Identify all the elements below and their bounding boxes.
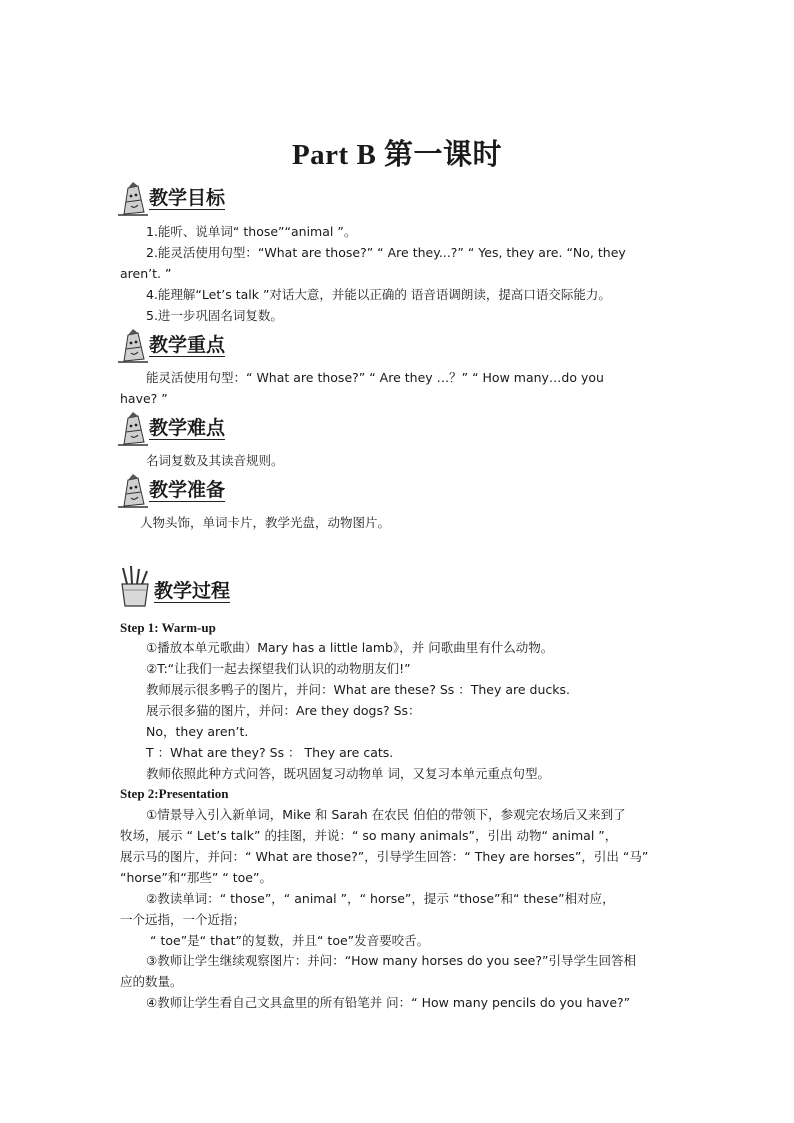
goal-line: aren’t. ” <box>120 266 172 281</box>
step-line: ①情景导入引入新单词，Mike 和 Sarah 在农民 伯伯的带领下，参观完农场后又来到了 <box>146 807 626 822</box>
step-line: “ toe”是“ that”的复数，并且“ toe”发音要咬舌。 <box>150 933 430 948</box>
step-line: T ：What are they? Ss ： They are cats. <box>146 745 394 760</box>
goal-line: 2.能灵活使用句型：“What are those?” “ Are they...?” “ Yes, they are. “No, they <box>146 245 626 260</box>
difficult-line: 名词复数及其读音规则。 <box>146 453 284 468</box>
step-heading: Step 1: Warm-up <box>120 620 216 635</box>
pencil-icon <box>118 474 150 508</box>
step-heading: Step 2:Presentation <box>120 786 229 801</box>
step-line: ①播放本单元歌曲）Mary has a little lamb》，并 问歌曲里有什么动物。 <box>146 640 554 655</box>
step-line: ④教师让学生看自己文具盒里的所有铅笔并 问：“ How many pencils do you have?” <box>146 995 631 1010</box>
step-line: 应的数量。 <box>120 974 183 989</box>
pencil-icon <box>118 329 150 363</box>
step-line: “horse”和“那些” “ toe”。 <box>120 870 272 885</box>
key-line: 能灵活使用句型：“ What are those?” “ Are they …？” “ How many…do you <box>146 370 604 385</box>
section-heading: 教学目标 <box>149 187 226 209</box>
step-line: 展示很多猫的图片，并问：Are they dogs? Ss： <box>146 703 421 718</box>
step-line: 一个远指，一个近指； <box>120 912 246 927</box>
step-line: ②T:“让我们一起去探望我们认识的动物朋友们!” <box>146 661 411 676</box>
goal-line: 5.进一步巩固名词复数。 <box>146 308 283 323</box>
step-line: 牧场，展示 “ Let’s talk” 的挂图，并说：“ so many animals”，引出 动物“ animal ”， <box>120 828 618 843</box>
prep-line: 人物头饰，单词卡片，教学光盘，动物图片。 <box>140 515 391 530</box>
pencil-icon <box>118 412 150 446</box>
step-line: No，they aren’t. <box>146 724 249 739</box>
step-line: 展示马的图片，并问：“ What are those?”，引导学生回答：“ They are horses”，引出 “马” <box>120 849 649 864</box>
pencil-icon <box>118 182 150 216</box>
step-line: 教师依照此种方式问答，既巩固复习动物单 词，又复习本单元重点句型。 <box>146 766 550 781</box>
goal-line: 1.能听、说单词“ those”“animal ”。 <box>146 224 357 239</box>
section-heading: 教学准备 <box>149 479 226 501</box>
step-line: ②教读单词：“ those”，“ animal ”，“ horse”，提示 “those”和“ these”相对应， <box>146 891 615 906</box>
section-heading: 教学过程 <box>154 580 231 602</box>
goal-line: 4.能理解“Let’s talk ”对话大意，并能以正确的 语音语调朗读，提高口语交际能力。 <box>146 287 611 302</box>
pencil-cup-icon <box>118 566 152 608</box>
page-title: Part B 第一课时 <box>291 139 503 171</box>
section-heading: 教学重点 <box>149 334 226 356</box>
step-line: 教师展示很多鸭子的图片，并问：What are these? Ss ：They are ducks. <box>146 682 571 697</box>
step-line: ③教师让学生继续观察图片：并问：“How many horses do you see?”引导学生回答相 <box>146 953 636 968</box>
key-line: have? ” <box>120 391 168 406</box>
section-heading: 教学难点 <box>149 417 226 439</box>
